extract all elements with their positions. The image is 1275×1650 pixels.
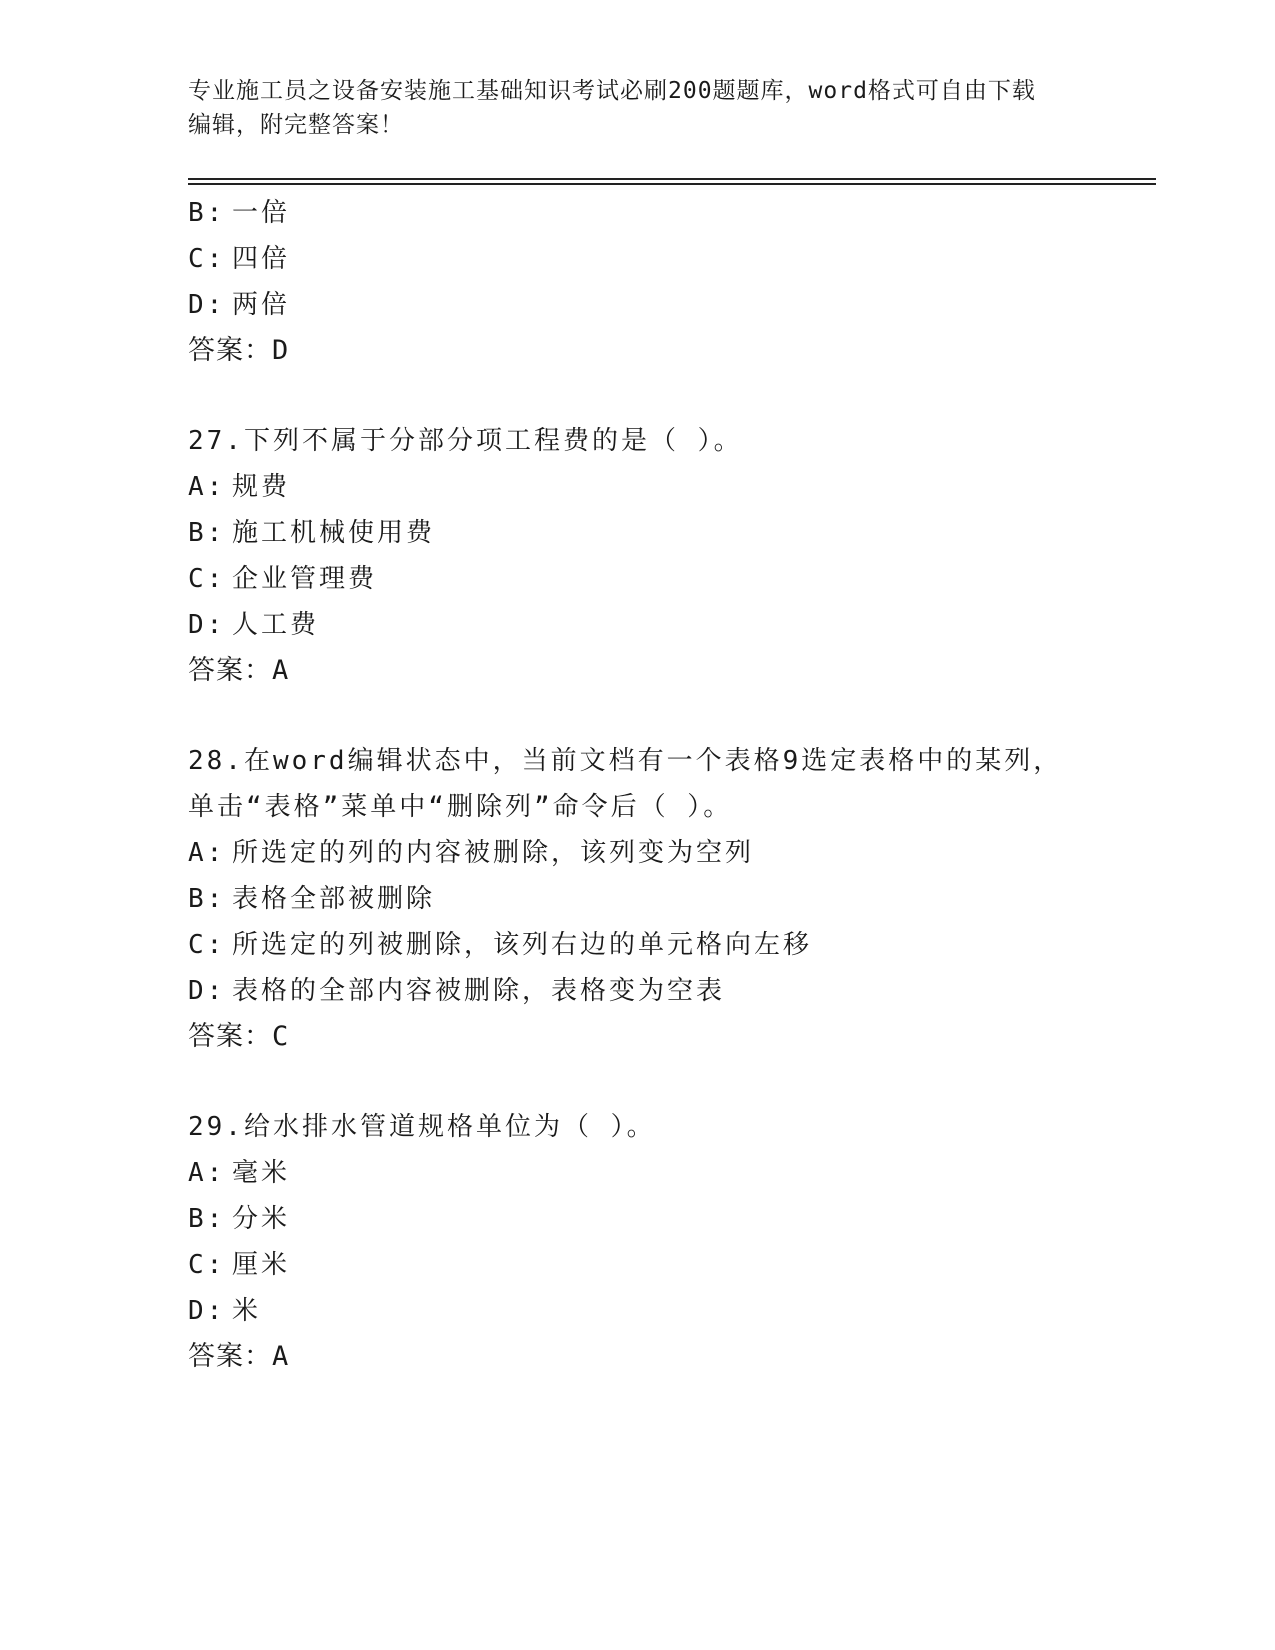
option-text: 一倍 bbox=[232, 198, 291, 228]
option-b bbox=[188, 876, 1156, 922]
question-stem-line-2: 单击“表格”菜单中“删除列”命令后（ ）。 bbox=[188, 792, 733, 822]
header-divider-top bbox=[188, 178, 1156, 180]
option-c bbox=[188, 236, 1156, 282]
question-28 bbox=[188, 738, 1156, 1060]
option-text: 所选定的列被删除，该列右边的单元格向左移 bbox=[232, 930, 813, 960]
option-letter: C: bbox=[188, 1250, 226, 1280]
option-c bbox=[188, 1242, 1156, 1288]
header-title-line-2: 编辑，附完整答案！ bbox=[188, 112, 404, 138]
option-letter: A: bbox=[188, 838, 226, 868]
option-a bbox=[188, 830, 1156, 876]
option-letter: B: bbox=[188, 518, 226, 548]
option-text: 人工费 bbox=[232, 610, 320, 640]
question-stem-line-1: 28.在word编辑状态中，当前文档有一个表格9选定表格中的某列， bbox=[188, 746, 1063, 776]
option-letter: A: bbox=[188, 472, 226, 502]
option-letter: B: bbox=[188, 1204, 226, 1234]
option-b bbox=[188, 1196, 1156, 1242]
option-text: 米 bbox=[232, 1296, 262, 1326]
option-letter: D: bbox=[188, 290, 226, 320]
option-text: 表格全部被删除 bbox=[232, 884, 436, 914]
option-letter: C: bbox=[188, 930, 226, 960]
option-text: 厘米 bbox=[232, 1250, 291, 1280]
option-text: 所选定的列的内容被删除，该列变为空列 bbox=[232, 838, 755, 868]
option-d bbox=[188, 602, 1156, 648]
question-26-tail bbox=[188, 190, 1156, 374]
option-letter: B: bbox=[188, 884, 226, 914]
question-stem: 29.给水排水管道规格单位为（ ）。 bbox=[188, 1112, 656, 1142]
header-divider-bottom bbox=[188, 183, 1156, 185]
option-letter: D: bbox=[188, 976, 226, 1006]
option-letter: A: bbox=[188, 1158, 226, 1188]
option-c bbox=[188, 556, 1156, 602]
answer: 答案：A bbox=[188, 1341, 290, 1372]
option-a bbox=[188, 1150, 1156, 1196]
option-c bbox=[188, 922, 1156, 968]
question-29 bbox=[188, 1104, 1156, 1380]
option-letter: C: bbox=[188, 564, 226, 594]
option-text: 规费 bbox=[232, 472, 291, 502]
option-a bbox=[188, 464, 1156, 510]
option-text: 施工机械使用费 bbox=[232, 518, 436, 548]
question-stem: 27.下列不属于分部分项工程费的是（ ）。 bbox=[188, 426, 743, 456]
option-text: 两倍 bbox=[232, 290, 291, 320]
option-letter: D: bbox=[188, 1296, 226, 1326]
answer: 答案：A bbox=[188, 655, 290, 686]
document-header bbox=[188, 74, 1088, 142]
option-text: 企业管理费 bbox=[232, 564, 378, 594]
option-d bbox=[188, 1288, 1156, 1334]
option-d bbox=[188, 282, 1156, 328]
option-b bbox=[188, 190, 1156, 236]
option-d bbox=[188, 968, 1156, 1014]
option-letter: B: bbox=[188, 198, 226, 228]
option-letter: C: bbox=[188, 244, 226, 274]
option-text: 毫米 bbox=[232, 1158, 291, 1188]
option-text: 四倍 bbox=[232, 244, 291, 274]
option-text: 表格的全部内容被删除，表格变为空表 bbox=[232, 976, 726, 1006]
answer: 答案：C bbox=[188, 1021, 290, 1052]
document-body bbox=[188, 190, 1156, 1380]
option-text: 分米 bbox=[232, 1204, 291, 1234]
header-title-line-1: 专业施工员之设备安装施工基础知识考试必刷200题题库，word格式可自由下载 bbox=[188, 78, 1036, 104]
answer: 答案：D bbox=[188, 335, 290, 366]
question-27 bbox=[188, 418, 1156, 694]
option-letter: D: bbox=[188, 610, 226, 640]
option-b bbox=[188, 510, 1156, 556]
